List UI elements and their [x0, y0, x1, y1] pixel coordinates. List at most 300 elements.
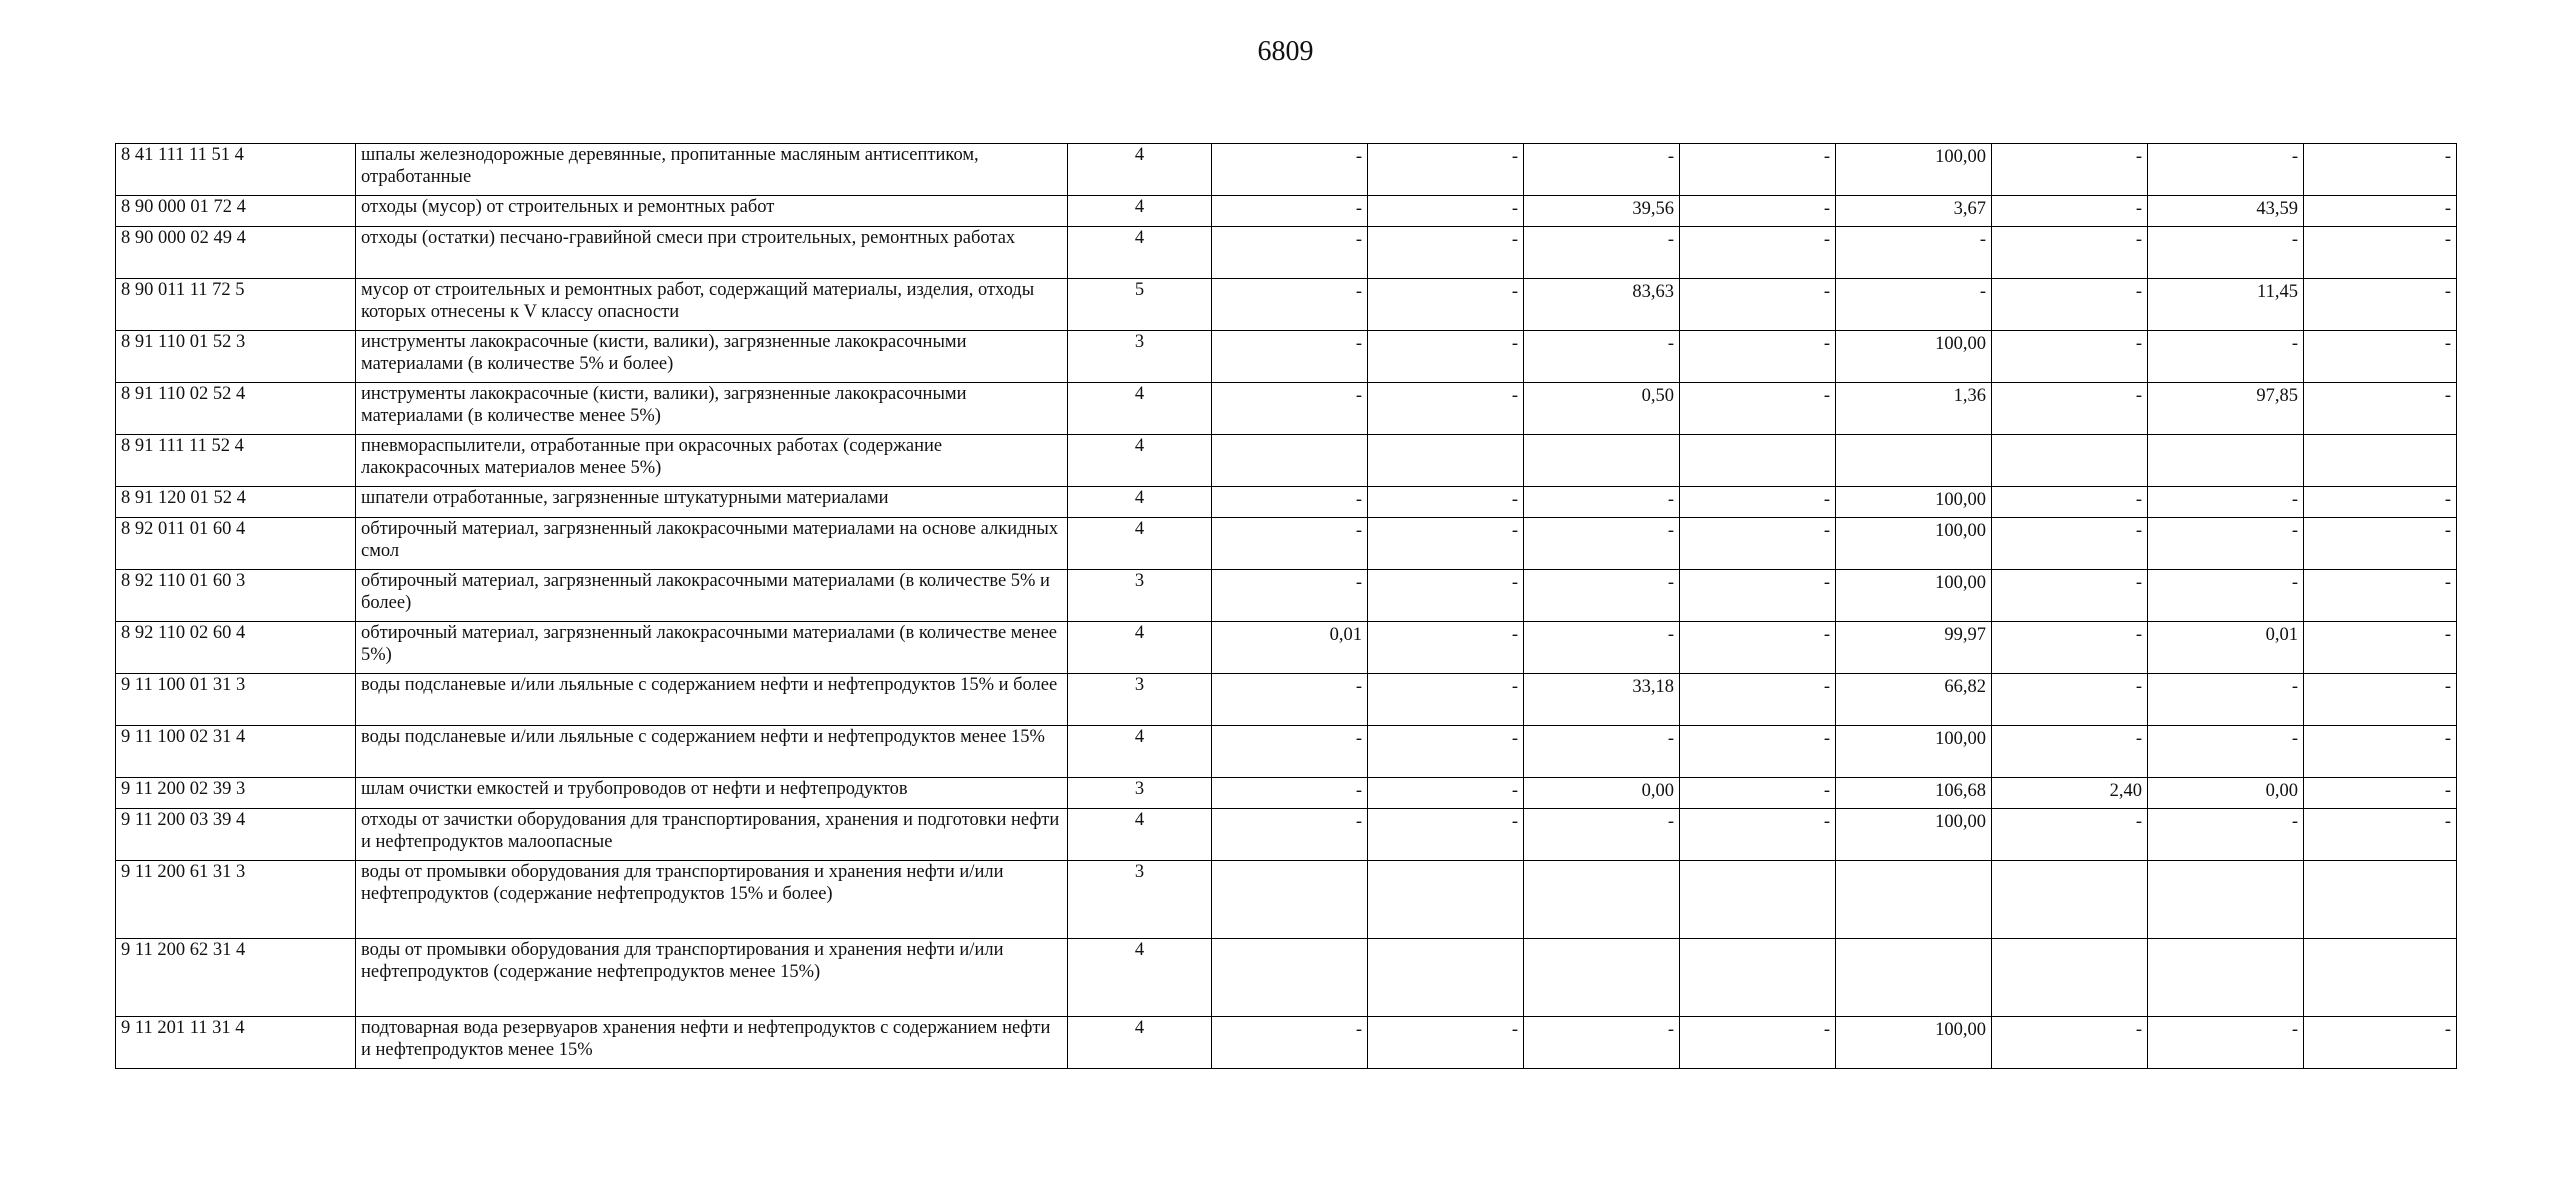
value-cell: [1212, 279, 1368, 331]
value-text: 100,00: [1935, 147, 1986, 167]
value-cell: [1680, 383, 1836, 435]
page-number: 6809: [1257, 36, 1314, 67]
value-cell: [1680, 227, 1836, 279]
hazard-class-cell: 3: [1068, 331, 1212, 383]
value-text: 3,67: [1953, 199, 1986, 219]
value-cell: [1212, 331, 1368, 383]
value-cell: [1680, 809, 1836, 861]
value-cell: [1212, 227, 1368, 279]
value-cell: [2148, 939, 2304, 1017]
value-cell: [1524, 570, 1680, 622]
value-cell: [2148, 861, 2304, 939]
value-text: -: [1667, 334, 1674, 354]
value-cell: [1524, 331, 1680, 383]
value-cell: [1992, 726, 2148, 778]
value-text: 100,00: [1935, 521, 1986, 541]
waste-name-cell: отходы (остатки) песчано-гравийной смеси при строительных, ремонтных работах: [356, 227, 1068, 279]
value-text: -: [1823, 334, 1830, 354]
value-cell: [1212, 809, 1368, 861]
value-text: 83,63: [1632, 282, 1674, 302]
value-text: -: [2135, 147, 2142, 167]
value-text: -: [1823, 490, 1830, 510]
value-cell: [1992, 196, 2148, 227]
value-cell: [1524, 939, 1680, 1017]
value-text: 66,82: [1944, 677, 1986, 697]
value-cell: [1680, 196, 1836, 227]
value-cell: [2148, 279, 2304, 331]
value-text: -: [1823, 521, 1830, 541]
value-cell: [1680, 674, 1836, 726]
value-text: 0,01: [1329, 625, 1362, 645]
value-text: 100,00: [1935, 334, 1986, 354]
value-cell: [1836, 227, 1992, 279]
value-cell: [1524, 809, 1680, 861]
value-text: -: [1823, 147, 1830, 167]
hazard-class-cell: 4: [1068, 487, 1212, 518]
value-cell: [1368, 227, 1524, 279]
value-cell: [1368, 144, 1524, 196]
waste-name-cell: обтирочный материал, загрязненный лакокрасочными материалами (в количестве менее 5%): [356, 622, 1068, 674]
value-text: -: [1511, 573, 1518, 593]
value-cell: [1524, 622, 1680, 674]
value-cell: [1836, 331, 1992, 383]
table-row: [116, 227, 2457, 279]
value-cell: [1212, 674, 1368, 726]
waste-code-cell: 9 11 201 11 31 4: [116, 1017, 356, 1069]
value-cell: [1992, 518, 2148, 570]
value-text: -: [1355, 677, 1362, 697]
value-text: -: [1355, 1020, 1362, 1040]
value-text: -: [1823, 677, 1830, 697]
value-cell: [1212, 778, 1368, 809]
value-cell: [1524, 144, 1680, 196]
value-text: 100,00: [1935, 490, 1986, 510]
value-text: -: [1511, 147, 1518, 167]
value-text: -: [2135, 729, 2142, 749]
value-text: -: [2444, 521, 2451, 541]
waste-name-cell: отходы (мусор) от строительных и ремонтных работ: [356, 196, 1068, 227]
value-cell: [2148, 487, 2304, 518]
table-row: [116, 196, 2457, 227]
value-text: -: [2135, 199, 2142, 219]
value-cell: [1524, 196, 1680, 227]
value-text: -: [2291, 573, 2298, 593]
value-text: -: [1511, 521, 1518, 541]
value-cell: [2304, 674, 2457, 726]
value-cell: [1680, 861, 1836, 939]
value-cell: [1992, 861, 2148, 939]
value-cell: [2148, 435, 2304, 487]
waste-name-cell: пневмораспылители, отработанные при окрасочных работах (содержание лакокрасочных материалов менее 5%): [356, 435, 1068, 487]
value-cell: [1992, 383, 2148, 435]
value-cell: [1836, 435, 1992, 487]
waste-code-cell: 8 91 120 01 52 4: [116, 487, 356, 518]
value-cell: [2304, 778, 2457, 809]
value-text: 106,68: [1935, 781, 1986, 801]
value-cell: [1680, 726, 1836, 778]
value-text: -: [1511, 386, 1518, 406]
value-text: -: [1667, 625, 1674, 645]
value-cell: [1992, 622, 2148, 674]
value-text: -: [2444, 199, 2451, 219]
value-cell: [1524, 861, 1680, 939]
waste-code-cell: 9 11 200 03 39 4: [116, 809, 356, 861]
value-cell: [1368, 435, 1524, 487]
value-text: -: [1823, 625, 1830, 645]
value-text: -: [1355, 781, 1362, 801]
waste-name-cell: подтоварная вода резервуаров хранения нефти и нефтепродуктов с содержанием нефти и нефтепродуктов менее 15%: [356, 1017, 1068, 1069]
value-text: -: [1355, 386, 1362, 406]
waste-name-cell: инструменты лакокрасочные (кисти, валики), загрязненные лакокрасочными материалами (в количестве менее 5%): [356, 383, 1068, 435]
value-cell: [1992, 331, 2148, 383]
value-cell: [2148, 778, 2304, 809]
value-cell: [1368, 674, 1524, 726]
value-text: -: [1511, 812, 1518, 832]
value-text: -: [1355, 729, 1362, 749]
value-cell: [1212, 939, 1368, 1017]
value-cell: [1992, 144, 2148, 196]
waste-code-cell: 8 92 110 01 60 3: [116, 570, 356, 622]
value-text: -: [2444, 334, 2451, 354]
value-text: -: [2444, 625, 2451, 645]
value-text: -: [2135, 625, 2142, 645]
value-text: -: [2291, 677, 2298, 697]
value-cell: [1836, 279, 1992, 331]
value-cell: [1368, 726, 1524, 778]
value-text: -: [1823, 230, 1830, 250]
waste-code-cell: 8 91 110 01 52 3: [116, 331, 356, 383]
value-cell: [1368, 331, 1524, 383]
value-cell: [1836, 778, 1992, 809]
waste-code-cell: 8 41 111 11 51 4: [116, 144, 356, 196]
value-text: 100,00: [1935, 812, 1986, 832]
value-cell: [1524, 674, 1680, 726]
value-text: -: [1355, 282, 1362, 302]
value-text: 39,56: [1632, 199, 1674, 219]
table-row: [116, 487, 2457, 518]
value-cell: [2148, 227, 2304, 279]
value-cell: [2304, 570, 2457, 622]
value-text: -: [1511, 334, 1518, 354]
value-cell: [2304, 383, 2457, 435]
waste-name-cell: шлам очистки емкостей и трубопроводов от нефти и нефтепродуктов: [356, 778, 1068, 809]
value-cell: [1368, 939, 1524, 1017]
value-cell: [2304, 435, 2457, 487]
value-cell: [1680, 279, 1836, 331]
value-cell: [1212, 570, 1368, 622]
value-cell: [1992, 674, 2148, 726]
value-cell: [1212, 383, 1368, 435]
value-text: -: [1667, 1020, 1674, 1040]
value-cell: [2304, 279, 2457, 331]
hazard-class-cell: 4: [1068, 939, 1212, 1017]
value-cell: [2304, 518, 2457, 570]
value-cell: [1212, 622, 1368, 674]
value-text: -: [1355, 812, 1362, 832]
value-text: -: [1823, 729, 1830, 749]
value-text: -: [2444, 282, 2451, 302]
value-text: -: [1511, 729, 1518, 749]
hazard-class-cell: 4: [1068, 622, 1212, 674]
value-text: -: [2291, 729, 2298, 749]
value-text: -: [1667, 147, 1674, 167]
value-text: -: [1667, 573, 1674, 593]
table-row: [116, 778, 2457, 809]
value-text: -: [1511, 282, 1518, 302]
hazard-class-cell: 4: [1068, 383, 1212, 435]
value-cell: [2148, 1017, 2304, 1069]
waste-code-cell: 9 11 200 02 39 3: [116, 778, 356, 809]
value-text: -: [2135, 282, 2142, 302]
value-cell: [2304, 1017, 2457, 1069]
value-text: -: [1511, 625, 1518, 645]
value-cell: [2304, 861, 2457, 939]
value-cell: [2304, 809, 2457, 861]
value-text: -: [1355, 521, 1362, 541]
value-text: -: [2291, 230, 2298, 250]
value-text: -: [2444, 781, 2451, 801]
value-text: 43,59: [2256, 199, 2298, 219]
value-cell: [1836, 487, 1992, 518]
table-row: [116, 1017, 2457, 1069]
waste-name-cell: воды подсланевые и/или льяльные с содержанием нефти и нефтепродуктов 15% и более: [356, 674, 1068, 726]
value-cell: [1836, 674, 1992, 726]
value-text: -: [2135, 490, 2142, 510]
value-text: -: [2291, 147, 2298, 167]
value-cell: [2304, 227, 2457, 279]
waste-name-cell: шпалы железнодорожные деревянные, пропитанные масляным антисептиком, отработанные: [356, 144, 1068, 196]
value-text: -: [1823, 386, 1830, 406]
waste-name-cell: отходы от зачистки оборудования для транспортирования, хранения и подготовки нефти и нефтепродуктов малоопасные: [356, 809, 1068, 861]
value-text: -: [2291, 334, 2298, 354]
value-cell: [2148, 196, 2304, 227]
value-text: -: [2135, 334, 2142, 354]
value-cell: [1836, 383, 1992, 435]
value-cell: [1680, 570, 1836, 622]
table-row: [116, 726, 2457, 778]
value-cell: [1368, 196, 1524, 227]
waste-name-cell: обтирочный материал, загрязненный лакокрасочными материалами (в количестве 5% и более): [356, 570, 1068, 622]
value-text: -: [1667, 230, 1674, 250]
table-body: [116, 144, 2457, 1069]
value-cell: [1524, 435, 1680, 487]
hazard-class-cell: 4: [1068, 1017, 1212, 1069]
waste-code-cell: 8 92 110 02 60 4: [116, 622, 356, 674]
value-text: -: [1823, 812, 1830, 832]
value-cell: [1680, 144, 1836, 196]
value-cell: [1836, 1017, 1992, 1069]
value-text: -: [2135, 573, 2142, 593]
value-cell: [2148, 622, 2304, 674]
value-text: 1,36: [1953, 386, 1986, 406]
value-text: -: [2291, 812, 2298, 832]
value-cell: [2148, 144, 2304, 196]
waste-code-cell: 9 11 200 62 31 4: [116, 939, 356, 1017]
value-text: -: [2444, 386, 2451, 406]
value-cell: [1836, 518, 1992, 570]
hazard-class-cell: 3: [1068, 674, 1212, 726]
hazard-class-cell: 4: [1068, 435, 1212, 487]
value-cell: [2304, 726, 2457, 778]
value-text: -: [2135, 230, 2142, 250]
value-cell: [1524, 279, 1680, 331]
value-cell: [1680, 435, 1836, 487]
value-text: 100,00: [1935, 1020, 1986, 1040]
value-cell: [1212, 1017, 1368, 1069]
value-text: 33,18: [1632, 677, 1674, 697]
waste-name-cell: шпатели отработанные, загрязненные штукатурными материалами: [356, 487, 1068, 518]
value-text: -: [1667, 729, 1674, 749]
value-text: 100,00: [1935, 729, 1986, 749]
value-cell: [1524, 726, 1680, 778]
value-cell: [1836, 809, 1992, 861]
value-text: -: [1823, 1020, 1830, 1040]
hazard-class-cell: 4: [1068, 518, 1212, 570]
value-text: -: [2444, 677, 2451, 697]
value-cell: [1524, 383, 1680, 435]
table-row: [116, 861, 2457, 939]
hazard-class-cell: 4: [1068, 726, 1212, 778]
value-cell: [1212, 861, 1368, 939]
value-cell: [1680, 939, 1836, 1017]
value-text: -: [1355, 573, 1362, 593]
table-row: [116, 939, 2457, 1017]
waste-code-cell: 8 90 000 01 72 4: [116, 196, 356, 227]
value-cell: [1836, 939, 1992, 1017]
value-text: 11,45: [2257, 282, 2298, 302]
value-text: -: [2135, 1020, 2142, 1040]
waste-code-cell: 9 11 100 02 31 4: [116, 726, 356, 778]
value-cell: [2148, 518, 2304, 570]
value-text: -: [2135, 677, 2142, 697]
value-cell: [1836, 861, 1992, 939]
value-cell: [1992, 778, 2148, 809]
value-text: -: [1511, 1020, 1518, 1040]
value-cell: [1212, 518, 1368, 570]
waste-name-cell: инструменты лакокрасочные (кисти, валики), загрязненные лакокрасочными материалами (в количестве 5% и более): [356, 331, 1068, 383]
hazard-class-cell: 4: [1068, 144, 1212, 196]
value-text: -: [1667, 812, 1674, 832]
hazard-class-cell: 4: [1068, 809, 1212, 861]
value-text: -: [2291, 490, 2298, 510]
waste-code-cell: 8 90 011 11 72 5: [116, 279, 356, 331]
value-cell: [1836, 622, 1992, 674]
table-row: [116, 809, 2457, 861]
value-cell: [1992, 809, 2148, 861]
value-text: -: [1823, 573, 1830, 593]
value-cell: [2304, 144, 2457, 196]
value-cell: [2148, 383, 2304, 435]
value-text: 97,85: [2256, 386, 2298, 406]
table-row: [116, 331, 2457, 383]
value-text: -: [1355, 334, 1362, 354]
waste-code-cell: 8 91 110 02 52 4: [116, 383, 356, 435]
table-row: [116, 622, 2457, 674]
value-cell: [2148, 809, 2304, 861]
hazard-class-cell: 5: [1068, 279, 1212, 331]
value-text: -: [1667, 490, 1674, 510]
value-text: 99,97: [1944, 625, 1986, 645]
value-cell: [1368, 622, 1524, 674]
waste-name-cell: воды от промывки оборудования для транспортирования и хранения нефти и/или нефтепродуктов (содержание нефтепродуктов 15% и более): [356, 861, 1068, 939]
value-cell: [1368, 1017, 1524, 1069]
value-text: -: [1355, 490, 1362, 510]
waste-name-cell: мусор от строительных и ремонтных работ, содержащий материалы, изделия, отходы которых отнесены к V классу опасности: [356, 279, 1068, 331]
value-cell: [1368, 778, 1524, 809]
value-text: -: [2444, 490, 2451, 510]
value-cell: [2304, 331, 2457, 383]
value-text: 0,00: [2265, 781, 2298, 801]
value-text: -: [2444, 573, 2451, 593]
value-cell: [1524, 487, 1680, 518]
value-text: -: [2291, 1020, 2298, 1040]
value-cell: [1992, 227, 2148, 279]
hazard-class-cell: 4: [1068, 196, 1212, 227]
waste-code-cell: 8 91 111 11 52 4: [116, 435, 356, 487]
value-text: -: [1979, 230, 1986, 250]
value-cell: [2148, 674, 2304, 726]
table-row: [116, 279, 2457, 331]
value-cell: [1368, 809, 1524, 861]
value-cell: [1212, 196, 1368, 227]
value-cell: [2304, 196, 2457, 227]
value-cell: [1992, 487, 2148, 518]
table-row: [116, 570, 2457, 622]
waste-code-cell: 9 11 200 61 31 3: [116, 861, 356, 939]
value-text: -: [2135, 812, 2142, 832]
value-text: -: [1823, 199, 1830, 219]
value-text: -: [2444, 147, 2451, 167]
value-cell: [1680, 1017, 1836, 1069]
value-text: -: [1355, 147, 1362, 167]
value-cell: [2148, 726, 2304, 778]
value-cell: [2148, 331, 2304, 383]
value-text: -: [1355, 230, 1362, 250]
value-text: -: [2444, 1020, 2451, 1040]
value-cell: [1992, 435, 2148, 487]
value-cell: [1680, 778, 1836, 809]
value-text: -: [1979, 282, 1986, 302]
value-text: -: [1511, 677, 1518, 697]
value-cell: [1368, 861, 1524, 939]
value-cell: [1836, 726, 1992, 778]
value-cell: [1992, 1017, 2148, 1069]
value-cell: [1368, 570, 1524, 622]
value-text: -: [2444, 729, 2451, 749]
waste-code-cell: 8 90 000 02 49 4: [116, 227, 356, 279]
value-cell: [1680, 331, 1836, 383]
value-cell: [1212, 487, 1368, 518]
value-text: -: [1511, 230, 1518, 250]
value-text: -: [1355, 199, 1362, 219]
value-cell: [1992, 279, 2148, 331]
waste-name-cell: воды от промывки оборудования для транспортирования и хранения нефти и/или нефтепродуктов (содержание нефтепродуктов менее 15%): [356, 939, 1068, 1017]
hazard-class-cell: 4: [1068, 227, 1212, 279]
value-cell: [1680, 487, 1836, 518]
value-text: -: [1823, 781, 1830, 801]
waste-name-cell: обтирочный материал, загрязненный лакокрасочными материалами на основе алкидных смол: [356, 518, 1068, 570]
hazard-class-cell: 3: [1068, 570, 1212, 622]
value-cell: [2148, 570, 2304, 622]
value-cell: [1524, 778, 1680, 809]
value-text: -: [1511, 781, 1518, 801]
hazard-class-cell: 3: [1068, 778, 1212, 809]
value-cell: [1524, 1017, 1680, 1069]
value-cell: [1680, 518, 1836, 570]
hazard-class-cell: 3: [1068, 861, 1212, 939]
table-row: [116, 383, 2457, 435]
value-cell: [2304, 622, 2457, 674]
